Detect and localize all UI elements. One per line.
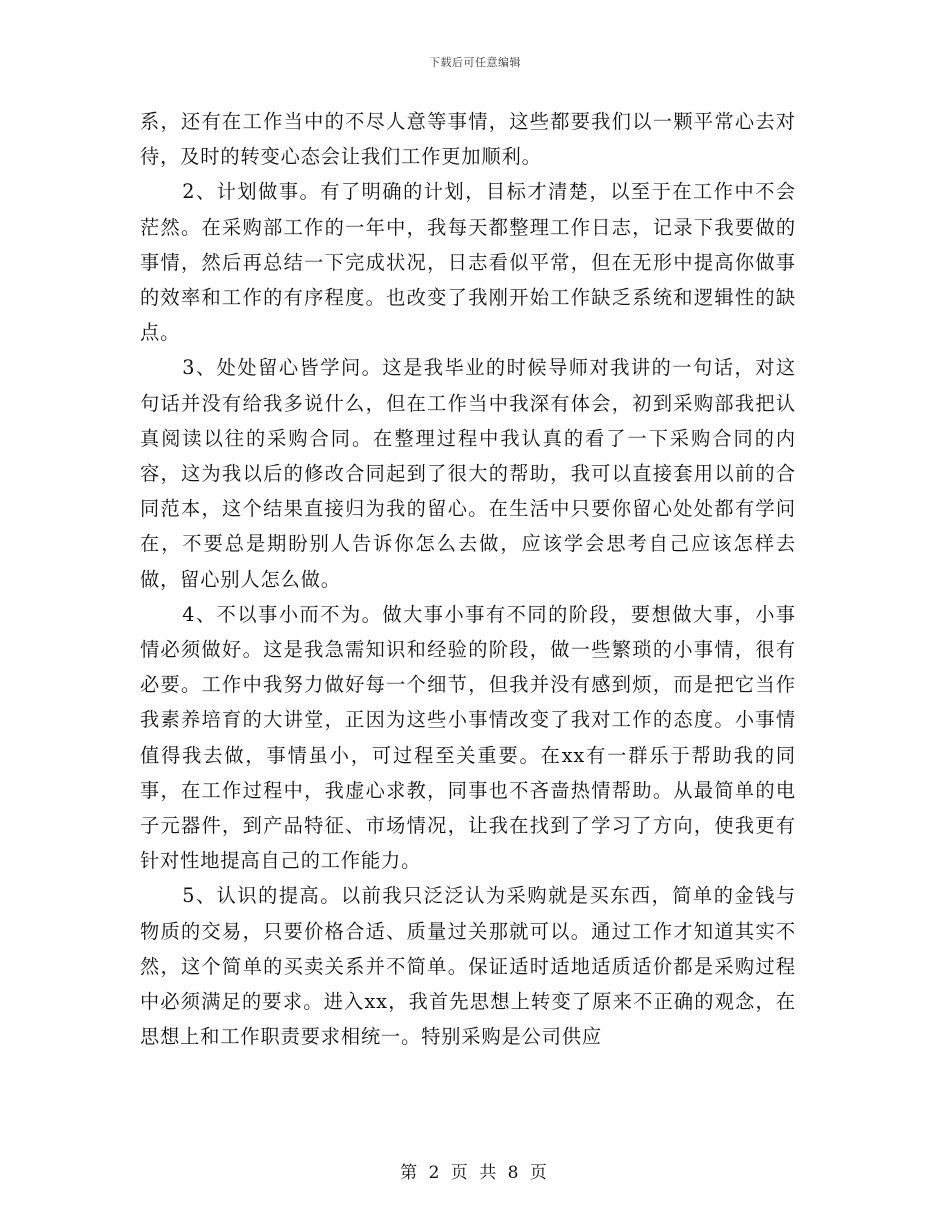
page-header: 下载后可任意编辑 bbox=[429, 56, 521, 69]
paragraph-continued: 系，还有在工作当中的不尽人意等事情，这些都要我们以一颗平常心去对待，及时的转变心态会让我们工作更加顺利。 bbox=[140, 110, 796, 169]
page-number-footer: 第 2 页 共 8 页 bbox=[400, 1163, 550, 1183]
paragraph-item-2: 2、计划做事。有了明确的计划，目标才清楚，以至于在工作中不会茫然。在采购部工作的一年中，我每天都整理工作日志，记录下我要做的事情，然后再总结一下完成状况，日志看似平常，但在无形中提高你做事的效率和工作的有序程度。也改变了我刚开始工作缺乏系统和逻辑性的缺点。 bbox=[140, 180, 796, 345]
paragraph-item-5: 5、认识的提高。以前我只泛泛认为采购就是买东西，简单的金钱与物质的交易，只要价格合适、质量过关那就可以。通过工作才知道其实不然，这个简单的买卖关系并不简单。保证适时适地适质适价都是采购过程中必须满足的要求。进入xx，我首先思想上转变了原来不正确的观念，在思想上和工作职责要求相统一。特别采购是公司供应 bbox=[140, 884, 796, 1049]
paragraph-item-3: 3、处处留心皆学问。这是我毕业的时候导师对我讲的一句话，对这句话并没有给我多说什么，但在工作当中我深有体会，初到采购部我把认真阅读以往的采购合同。在整理过程中我认真的看了一下采购合同的内容，这为我以后的修改合同起到了很大的帮助，我可以直接套用以前的合同范本，这个结果直接归为我的留心。在生活中只要你留心处处都有学问在，不要总是期盼别人告诉你怎么去做，应该学会思考自己应该怎样去做，留心别人怎么做。 bbox=[140, 356, 796, 591]
paragraph-item-4: 4、不以事小而不为。做大事小事有不同的阶段，要想做大事，小事情必须做好。这是我急需知识和经验的阶段，做一些繁琐的小事情，很有必要。工作中我努力做好每一个细节，但我并没有感到烦，而是把它当作我素养培育的大讲堂，正因为这些小事情改变了我对工作的态度。小事情值得我去做，事情虽小，可过程至关重要。在xx有一群乐于帮助我的同事，在工作过程中，我虚心求教，同事也不吝啬热情帮助。从最简单的电子元器件，到产品特征、市场情况，让我在找到了学习了方向，使我更有针对性地提高自己的工作能力。 bbox=[140, 602, 796, 873]
document-body bbox=[140, 104, 796, 1054]
